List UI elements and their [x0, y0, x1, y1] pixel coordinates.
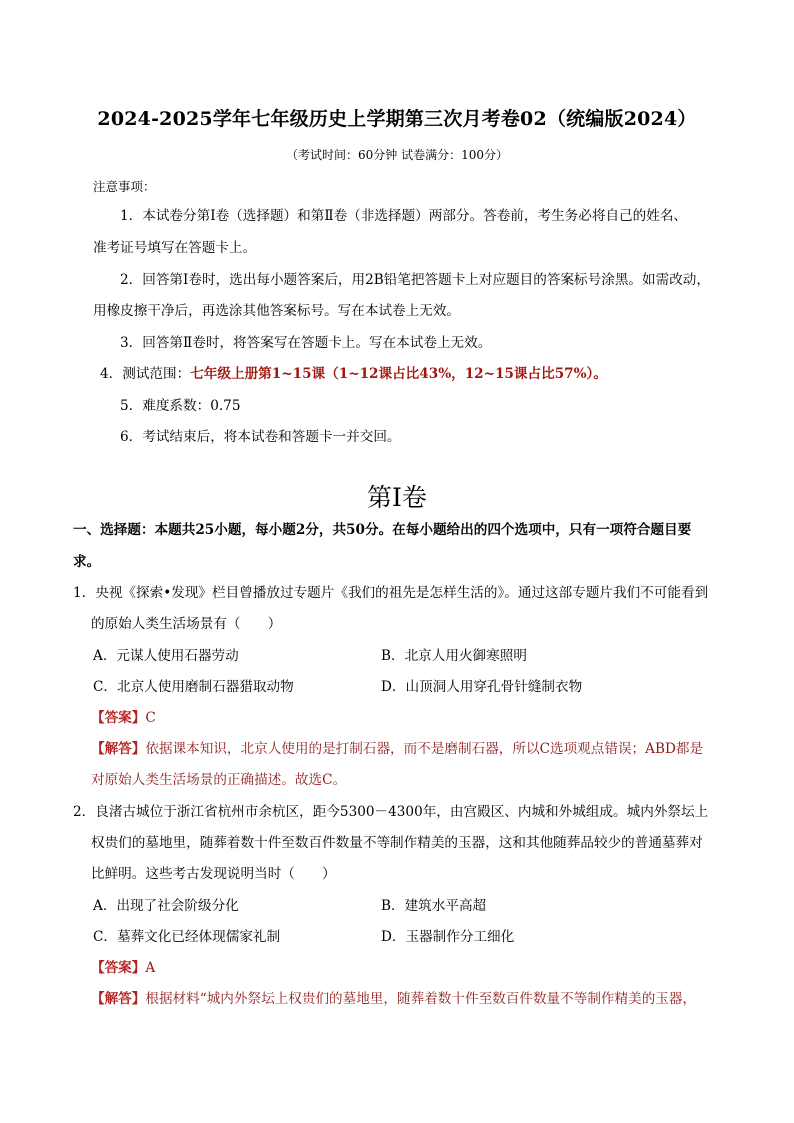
notice-heading: 注意事项： — [93, 179, 156, 194]
q1-analysis-line-1 — [91, 739, 703, 759]
q1-option-c: C．北京人使用磨制石器猎取动物 — [93, 679, 294, 695]
q2-option-a: A．出现了社会阶级分化 — [93, 898, 239, 914]
section-title: 第Ⅰ卷 — [367, 483, 427, 512]
notice-2-line-1: 2．回答第Ⅰ卷时，选出每小题答案后，用2B铅笔把答题卡上对应题目的答案标号涂黑。如需改动， — [120, 272, 710, 288]
exam-info: （考试时间：60分钟 试卷满分：100分） — [286, 148, 508, 162]
notice-3: 3．回答第Ⅱ卷时，将答案写在答题卡上。写在本试卷上无效。 — [120, 335, 492, 351]
q2-analysis-text-1: 根据材料“城内外祭坛上权贵们的墓地里，随葬着数十件至数百件数量不等制作精美的玉器， — [145, 991, 697, 1007]
q2-analysis-tag: 【解答】 — [91, 991, 146, 1007]
q1-option-a: A．元谋人使用石器劳动 — [93, 648, 239, 664]
q1-stem-line-2: 的原始人类生活场景有（ ） — [91, 616, 282, 632]
section-instruction-line-1: 一、选择题：本题共25小题，每小题2分，共50分。在每小题给出的四个选项中，只有一项符合题目要 — [73, 522, 692, 538]
q2-stem-line-3: 比鲜明。这些考古发现说明当时（ ） — [91, 866, 336, 882]
q2-answer — [91, 958, 155, 978]
notice-1-line-2: 准考证号填写在答题卡上。 — [93, 240, 257, 256]
q1-option-d: D．山顶洞人用穿孔骨针缝制衣物 — [381, 679, 583, 695]
scope-label: 4．测试范围： — [100, 366, 191, 382]
q2-answer-tag: 【答案】 — [91, 960, 146, 976]
q2-option-c: C．墓葬文化已经体现儒家礼制 — [93, 929, 281, 945]
q1-option-b: B．北京人用火御寒照明 — [381, 648, 527, 664]
q2-option-d: D．玉器制作分工细化 — [381, 929, 515, 945]
q2-stem-line-2: 权贵们的墓地里，随葬着数十件至数百件数量不等制作精美的玉器，这和其他随葬品较少的普通墓葬对 — [91, 835, 703, 851]
notice-6: 6．考试结束后，将本试卷和答题卡一并交回。 — [120, 429, 401, 445]
q2-stem-line-1: 2．良渚古城位于浙江省杭州市余杭区，距今5300－4300年，由宫殿区、内城和外城组成。城内外祭坛上 — [73, 804, 709, 820]
notice-5-difficulty: 5．难度系数：0.75 — [120, 398, 241, 414]
q1-analysis-line-2: 对原始人类生活场景的正确描述。故选C。 — [91, 772, 347, 788]
q2-answer-value: A — [145, 960, 156, 976]
q1-answer-value: C — [145, 710, 156, 726]
notice-2-line-2: 用橡皮擦干净后，再选涂其他答案标号。写在本试卷上无效。 — [93, 303, 461, 319]
q1-analysis-text-1: 依据课本知识，北京人使用的是打制石器，而不是磨制石器，所以C选项观点错误；ABD都是 — [145, 741, 704, 757]
q1-answer — [91, 708, 156, 728]
notice-1-line-1: 1．本试卷分第Ⅰ卷（选择题）和第Ⅱ卷（非选择题）两部分。答卷前，考生务必将自己的姓名、 — [120, 208, 688, 224]
q1-stem-line-1: 1．央视《探索•发现》栏目曾播放过专题片《我们的祖先是怎样生活的》。通过这部专题片我们不可能看到 — [73, 585, 709, 601]
q2-analysis-line-1 — [91, 989, 696, 1009]
section-instruction-line-2: 求。 — [73, 554, 101, 570]
q1-answer-tag: 【答案】 — [91, 710, 146, 726]
notice-4 — [100, 364, 607, 384]
q2-option-b: B．建筑水平高超 — [381, 898, 487, 914]
page-title: 2024-2025学年七年级历史上学期第三次月考卷02（统编版2024） — [97, 108, 697, 130]
scope-value: 七年级上册第1~15课（1~12课占比43%，12~15课占比57%）。 — [190, 366, 607, 382]
q1-analysis-tag: 【解答】 — [91, 741, 146, 757]
